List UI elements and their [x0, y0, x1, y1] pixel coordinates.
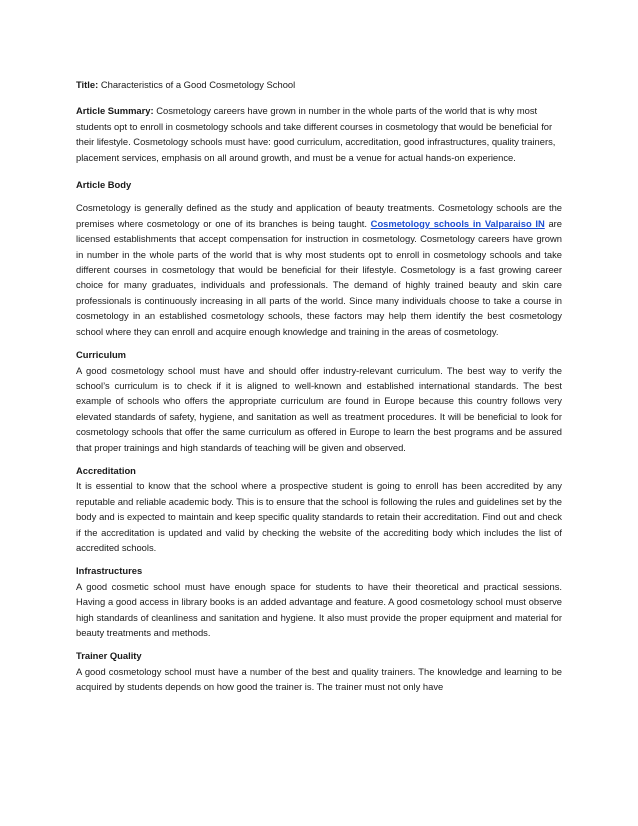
cosmetology-schools-link[interactable]: Cosmetology schools in Valparaiso IN: [370, 217, 545, 229]
intro-after-link: are licensed establishments that accept compensation for instruction in cosmetology. Cosmetology careers have grown in number in the whole parts of the world that is why most students opt to enroll in cosmetology schools and take different courses in cosmetology that would be beneficial for their lifestyle. Cosmetology is a fast growing career choice for many graduates, individuals and professionals. The demand of highly trained beauty and skin care professionals is continuously increasing in all parts of the world. Since many individuals choose to take a course in cosmetology in an established cosmetology schools, these factors may help them identify the best cosmetology school where they can enroll and acquire enough knowledge and training in the areas of cosmetology.: [76, 217, 562, 337]
article-summary: [76, 103, 562, 165]
section-curriculum: [76, 347, 562, 455]
section-accreditation: [76, 463, 562, 555]
infrastructures-text: A good cosmetic school must have enough space for students to have their theoretical and practical sessions. Having a good access in library books is an added advantage and feature. A good cosmetology school must observe high standards of cleanliness and sanitation and hygiene. It also must provide the proper equipment and material for beauty treatments and methods.: [76, 580, 562, 638]
article-title: [76, 77, 562, 92]
intro-before-link: Cosmetology is generally defined as the study and application of beauty treatments. Cosmetology schools are the premises where cosmetology or one of its branches is being taught.: [76, 202, 562, 229]
title-label: Title:: [76, 79, 99, 90]
article-body-heading: [76, 177, 562, 192]
section-trainer-quality: [76, 648, 562, 694]
infrastructures-heading: Infrastructures: [76, 565, 143, 577]
trainer-quality-heading: Trainer Quality: [76, 650, 142, 662]
article-body-heading-text: Article Body: [76, 179, 132, 191]
summary-label: Article Summary:: [76, 105, 154, 117]
article-body-intro: [76, 200, 562, 339]
accreditation-heading: Accreditation: [76, 464, 136, 476]
title-text: Characteristics of a Good Cosmetology School: [100, 79, 296, 90]
section-infrastructures: [76, 563, 562, 640]
curriculum-text: A good cosmetology school must have and should offer industry-relevant curriculum. The best way to verify the school’s curriculum is to check if it is aligned to well-known and established international standards. The best example of schools who offers the appropriate curriculum are found in Europe because this country follows very elevated standards of safety, hygiene, and sanitation as well as treatment procedures. It will be beneficial to look for cosmetology schools that offer the same curriculum as offered in Europe to learn the best programs and be assured that proper trainings and high standards of teaching will be given and observed.: [76, 364, 562, 453]
summary-text: Cosmetology careers have grown in number in the whole parts of the world that is why most students opt to enroll in cosmetology schools and take different courses in cosmetology that would be beneficial for their lifestyle. Cosmetology schools must have: good curriculum, accreditation, good infrastructures, quality trainers, placement services, emphasis on all around growth, and must be a venue for actual hands-on experience.: [76, 105, 556, 163]
accreditation-text: It is essential to know that the school where a prospective student is going to enroll has been accredited by any reputable and reliable academic body. This is to ensure that the school is following the rules and guidelines set by the body and is expected to maintain and keep specific quality standards to retain their accreditation. Find out and check if the accreditation is updated and valid by checking the website of the accrediting body which includes the list of accredited schools.: [76, 480, 562, 553]
trainer-quality-text: A good cosmetology school must have a number of the best and quality trainers. The knowledge and learning to be acquired by students depends on how good the trainer is. The trainer must not only have: [76, 665, 562, 693]
curriculum-heading: Curriculum: [76, 349, 127, 361]
